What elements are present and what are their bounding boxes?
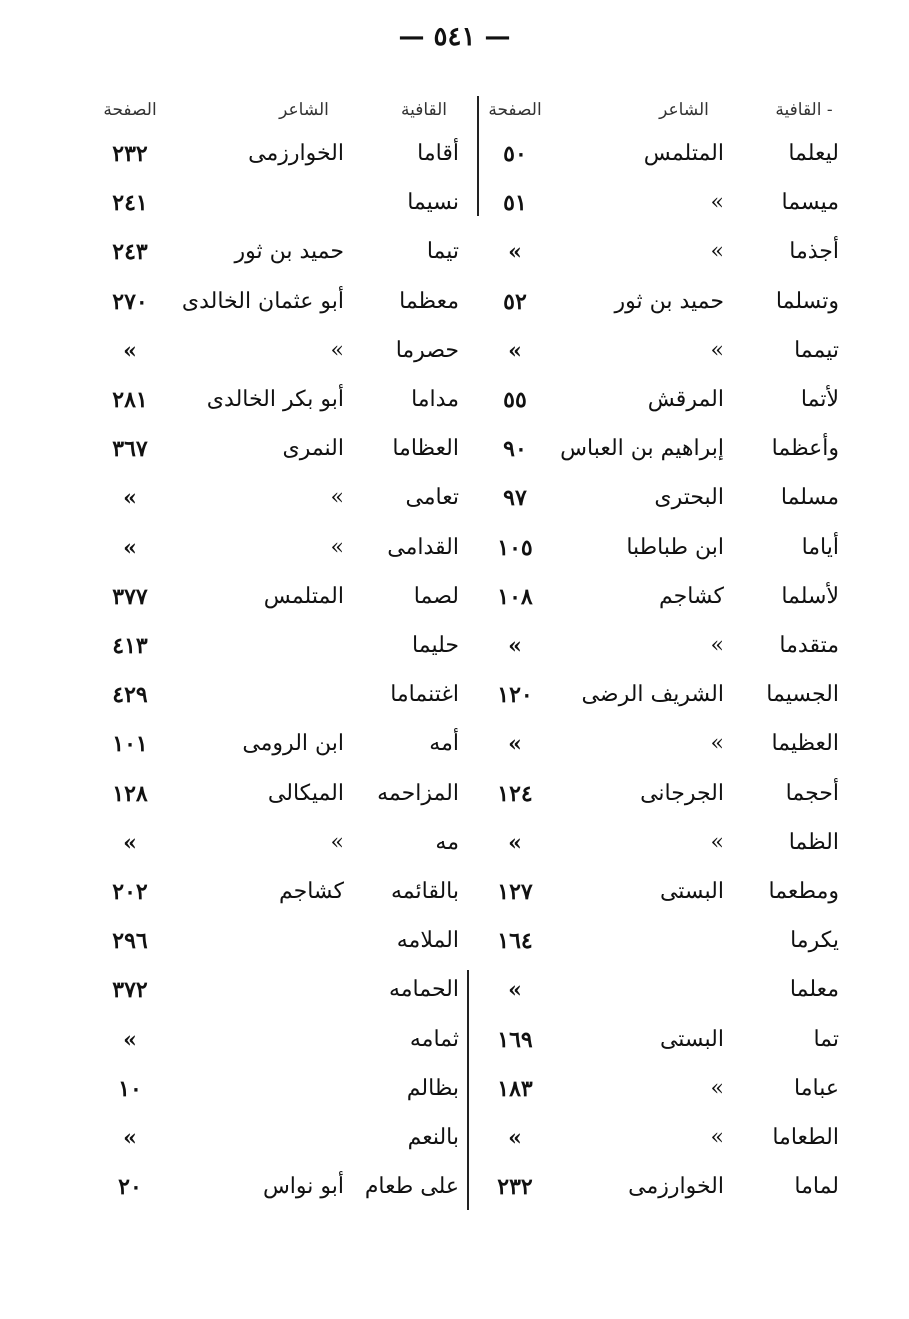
table-row xyxy=(0,821,909,865)
header-page-left: الصفحة xyxy=(103,100,157,120)
rhyme-right: ميسما xyxy=(781,190,839,216)
page-left: ٢٩٦ xyxy=(112,928,148,955)
page-left: ٤١٣ xyxy=(112,633,148,659)
rhyme-left: الحمامه xyxy=(388,977,459,1003)
rhyme-left: حصرما xyxy=(395,337,459,363)
page-right: ١٢٠ xyxy=(497,682,533,709)
page-right: ١٢٤ xyxy=(497,780,533,807)
rhyme-right: وأعظما xyxy=(771,436,839,462)
table-row xyxy=(0,132,909,176)
page-left: ١٠ xyxy=(118,1075,142,1102)
poet-left: أبو نواس xyxy=(262,1174,344,1200)
rhyme-left: تعامى xyxy=(405,485,459,511)
rhyme-right: ومطعما xyxy=(768,879,839,904)
poet-left: المتلمس xyxy=(263,583,344,609)
poet-left: « xyxy=(330,534,344,560)
poet-right: حميد بن ثور xyxy=(614,288,724,314)
page-right: ١٦٩ xyxy=(497,1026,533,1053)
rhyme-right: لأتما xyxy=(800,387,839,412)
poet-right: الخوارزمى xyxy=(628,1174,724,1200)
table-row xyxy=(0,1067,909,1111)
page-left: ٢٠ xyxy=(118,1174,142,1201)
rhyme-right: الجسيما xyxy=(766,682,839,708)
table-row xyxy=(0,181,909,225)
page-left: ٢٤٣ xyxy=(112,239,148,266)
poet-right: المتلمس xyxy=(643,141,724,166)
table-row xyxy=(0,575,909,619)
page-left: ٣٦٧ xyxy=(112,436,148,463)
page-left: « xyxy=(123,1125,137,1151)
rhyme-left: مداما xyxy=(411,387,459,412)
page-left: « xyxy=(123,534,137,561)
rhyme-right: معلما xyxy=(789,977,839,1003)
page-left: ٢٧٠ xyxy=(112,288,148,315)
page-right: ١٢٧ xyxy=(497,879,533,905)
table-row xyxy=(0,1165,909,1209)
page-left: ١٢٨ xyxy=(112,780,148,807)
page-left: ٢٨١ xyxy=(112,387,148,413)
page-right: ٩٧ xyxy=(503,485,527,512)
poet-left: حميد بن ثور xyxy=(234,239,344,265)
page-left: ٣٧٢ xyxy=(112,977,148,1004)
page-right: « xyxy=(508,1125,522,1151)
page-left: ٢٠٢ xyxy=(112,879,148,905)
table-row xyxy=(0,673,909,717)
rhyme-right: مسلما xyxy=(780,485,839,511)
rhyme-right: أياما xyxy=(801,534,839,560)
page-right: ٥٢ xyxy=(503,288,527,315)
poet-right: الشريف الرضى xyxy=(581,682,724,708)
rhyme-left: أقاما xyxy=(417,141,459,166)
rhyme-left: نسيما xyxy=(407,190,459,216)
table-row xyxy=(0,919,909,963)
rhyme-right: لأسلما xyxy=(781,583,839,609)
rhyme-left: بظالم xyxy=(406,1075,459,1101)
page-left: ٤٢٩ xyxy=(112,682,148,709)
page-right: « xyxy=(508,731,522,758)
table-row xyxy=(0,329,909,373)
poet-right: إبراهيم بن العباس xyxy=(560,436,724,462)
rhyme-right: الطعاما xyxy=(772,1125,839,1150)
rhyme-left: لصما xyxy=(413,583,459,609)
header-poet-left: الشاعر xyxy=(279,100,329,120)
page-right: ٢٣٢ xyxy=(497,1174,533,1201)
rhyme-left: بالقائمه xyxy=(391,879,459,904)
page-left: ٣٧٧ xyxy=(112,583,148,610)
rhyme-left: القدامى xyxy=(387,534,459,560)
poet-right: كشاجم xyxy=(658,583,724,609)
rhyme-left: اغتنماما xyxy=(390,682,459,708)
poet-right: « xyxy=(710,731,724,757)
rhyme-right: الظما xyxy=(788,829,839,855)
poet-left: أبو بكر الخالدى xyxy=(206,387,344,412)
poet-right: الجرجانى xyxy=(640,780,724,806)
poet-left: كشاجم xyxy=(278,879,344,904)
table-row xyxy=(0,722,909,766)
table-row xyxy=(0,230,909,274)
table-row xyxy=(0,378,909,422)
rhyme-right: متقدما xyxy=(779,633,839,658)
page-left: « xyxy=(123,1026,137,1053)
poet-right: « xyxy=(710,633,724,658)
header-rhyme-left: القافية xyxy=(400,100,448,120)
poet-right: البستى xyxy=(659,879,724,904)
table-row xyxy=(0,870,909,914)
poet-left: « xyxy=(330,337,344,363)
rhyme-right: أحجما xyxy=(785,780,839,806)
poet-left: أبو عثمان الخالدى xyxy=(181,288,344,314)
table-row xyxy=(0,476,909,520)
page-right: « xyxy=(508,337,522,364)
poet-left: الميكالى xyxy=(267,780,344,806)
rhyme-right: أجذما xyxy=(789,239,839,265)
table-row xyxy=(0,1116,909,1160)
page-right: ٩٠ xyxy=(503,436,527,463)
poet-right: « xyxy=(710,829,724,855)
page-right: ١٦٤ xyxy=(497,928,533,955)
rhyme-right: ليعلما xyxy=(788,141,839,166)
table-row xyxy=(0,624,909,668)
rhyme-right: تما xyxy=(813,1026,839,1052)
table-row xyxy=(0,772,909,816)
rhyme-left: بالنعم xyxy=(407,1125,459,1150)
page-left: « xyxy=(123,829,137,856)
poet-left: ابن الرومى xyxy=(242,731,344,757)
header-page-right: الصفحة xyxy=(488,100,542,120)
poet-right: ابن طباطبا xyxy=(626,534,724,560)
rhyme-left: حليما xyxy=(412,633,459,658)
poet-right: المرقش xyxy=(647,387,724,412)
poet-right: « xyxy=(710,1075,724,1101)
rhyme-right: وتسلما xyxy=(775,288,839,314)
page-left: « xyxy=(123,485,137,512)
poet-right: « xyxy=(710,1125,724,1150)
rhyme-left: العظاما xyxy=(392,436,459,462)
rhyme-right: تيمما xyxy=(794,337,839,363)
poet-right: « xyxy=(710,337,724,363)
poet-right: البحترى xyxy=(654,485,724,511)
rhyme-left: ثمامه xyxy=(409,1026,459,1052)
rhyme-left: المزاحمه xyxy=(377,780,459,806)
page-left: ٢٣٢ xyxy=(112,141,148,167)
rhyme-right: يكرما xyxy=(790,928,839,954)
table-row xyxy=(0,1018,909,1062)
page-right: ١٠٥ xyxy=(497,534,533,561)
poet-right: « xyxy=(710,239,724,265)
poet-left: الخوارزمى xyxy=(248,141,344,166)
poet-right: « xyxy=(710,190,724,216)
rhyme-left: أمه xyxy=(429,731,459,757)
rhyme-left: معظما xyxy=(399,288,459,314)
rhyme-left: تيما xyxy=(426,239,459,265)
rhyme-right: العظيما xyxy=(771,731,839,757)
table-row xyxy=(0,427,909,471)
rhyme-right: لماما xyxy=(794,1174,839,1200)
page-right: ٥٥ xyxy=(503,387,527,413)
page-right: « xyxy=(508,977,522,1004)
rhyme-right: عباما xyxy=(794,1075,839,1101)
page-right: « xyxy=(508,633,522,659)
page-number: — ٥٤١ — xyxy=(398,22,511,52)
rhyme-left: على طعام xyxy=(364,1174,459,1200)
table-row xyxy=(0,280,909,324)
page-left: ١٠١ xyxy=(112,731,148,758)
poet-left: النمرى xyxy=(282,436,344,462)
rhyme-left: مه xyxy=(435,829,459,855)
poet-left: « xyxy=(330,829,344,855)
page-right: ٥١ xyxy=(503,190,527,217)
page-right: ١٨٣ xyxy=(497,1075,533,1102)
header-rhyme-right: القافية - xyxy=(775,100,833,120)
header-poet-right: الشاعر xyxy=(659,100,709,120)
page-right: ٥٠ xyxy=(503,141,527,167)
page-left: « xyxy=(123,337,137,364)
page-right: ١٠٨ xyxy=(497,583,533,610)
poet-right: البستى xyxy=(659,1026,724,1052)
page-right: « xyxy=(508,239,522,266)
page-right: « xyxy=(508,829,522,856)
rhyme-left: الملامه xyxy=(396,928,459,954)
poet-left: « xyxy=(330,485,344,511)
page-left: ٢٤١ xyxy=(112,190,148,217)
table-row xyxy=(0,526,909,570)
table-row xyxy=(0,968,909,1012)
